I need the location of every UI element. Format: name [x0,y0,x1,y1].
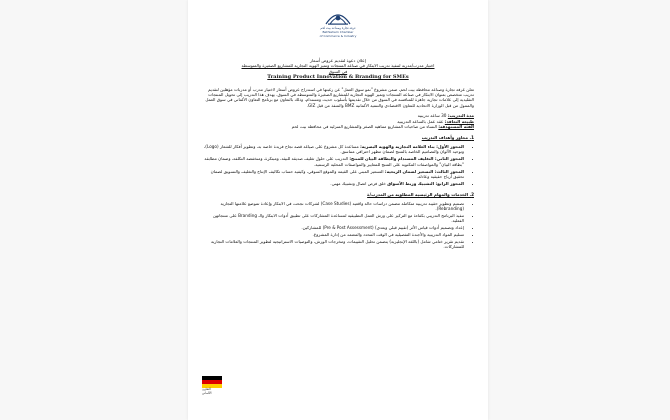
section-1-title: 1. محاور وأهداف التدريب [421,135,474,141]
cooperation-line-2: الألماني [202,390,212,395]
list-item: • تقديم تقرير ختامي شامل (باللغة الإنجليزية) يتضمن تحليل التقييمات، ومخرجات الورش، والتوصيات الاستراتيجية لتطوير المنتجات والعلامات التجارية للمشاركات. [202,239,464,250]
duration-value: 30 ساعة تدريبية [417,113,447,119]
axis-label: المحور الأول: بناء العلامة التجارية والهوية البصرية: [360,143,464,149]
axis-text: التسعير المبني على القيمة والموقع السوقي، وكيفية حساب تكاليف الإنتاج والتغليف والتسويق لضمان تحقيق أرباح حقيقية وعادلة. [210,168,464,179]
document-page [188,0,488,420]
list-item [202,181,464,186]
document-content [202,58,474,251]
target-label: الفئة المستهدفة: [438,124,474,130]
german-cooperation-logo [202,376,242,395]
chamber-emblem-icon [323,10,353,26]
logo-name-ar: غرفة تجارة وصناعة بيت لحم [320,26,356,30]
announcement-subtitle-2: في السوق [328,68,348,74]
training-title-en: Training Product Innovation & Branding for SMEs [267,74,409,81]
list-item: • إعداد وتصميم أدوات قياس الأثر (تقييم قبلي وبعدي) (Pre & Post Assessment) للمشاركين. [202,225,464,230]
target-value: النساء من صاحبات المشاريع متناهية الصغر والمشاريع المنزلية في محافظة بيت لحم [291,124,437,130]
logo-name-en-2: of Commerce & Industry [319,34,357,38]
logo-name-en-1: Bethlehem Chamber [322,30,354,34]
list-item [202,156,464,167]
list-item [202,169,464,180]
intro-paragraph: تعلن غرفة تجارة وصناعة محافظة بيت لحم، ضمن مشروع "نمو سوق العمل" عن رغبتها في استدراج عروض أسعار لاختيار مدرب أو مدربات مؤهلين لتقديم تدريب متخصص بعنوان الابتكار في صناعة المنتجات وتميز الهوية التجارية للمشاريع الصغيرة والمتوسطة في السوق. يهدف هذا التدريب إلى تحويل المنتجات التقليدية إلى علامات تجارية جاهزة للمنافسة في السوق من خلال تقديمها بأسلوب حديث ومستدام، وذلك بالتعاون مع برنامج التعاون الألماني في سوق العمل والممول من قبل الوزارة الاتحادية للتعاون الاقتصادي والتنمية الألمانية BMZ والمنفذ من قبل GIZ. [205,86,474,108]
section-2-title: 2. الخدمات والمهام الرئيسية المطلوبة من المدرب/ة [367,192,474,198]
axis-label: المحور الثالث: التسعير لضمان الربحية: [384,168,464,174]
cooperation-line-1: التعاون [202,387,211,391]
axis-text: خلق فرص اتصال وتشبيك مهني. [330,180,388,186]
list-item: • تصميم وتطوير حقيبة تدريبية متكاملة تتضمن دراسات حالة واقعية (Case Studies) لشركات نجحت في الابتكار وإعادة تموضع علامتها التجارية (Rebranding). [202,201,464,212]
chamber-logo [306,10,370,38]
announcement-heading: إعلان دعوة لتقديم عروض أسعار [310,58,366,63]
list-item [202,144,464,155]
list-item: • تنفيذ البرنامج التدريبي بكفاءة مع التركيز على ورش العمل التطبيقية لمساعدة المشاركات على تطبيق أدوات الابتكار والـ Branding على منتجاتهن الفعلية. [202,213,464,224]
axis-text: التدريب على حلول تغليف صديقة للبيئة، ومبتكرة، ومنخفضة التكلفة، وضمان مطابقة "بطاقة البيان" والمواصفات المكتوبة على المنتج للمعايير والمواصفات المحلية الرسمية. [204,156,464,167]
announcement-subtitle-1: اختيار مدرب/مدربة لتنفيذ تدريب الابتكار في صناعة المنتجات وتميز الهوية التجارية للمشاريع الصغيرة والمتوسطة [241,63,435,69]
axis-label: المحور الرابع: التشبيك وربط الأسواق [387,180,464,186]
nature-label: طبيعة التعاقد: [444,118,474,124]
nature-value: عقد عمل بالساعة التدريبية [397,118,444,124]
axis-label: المحور الثاني: التغليف المستدام والبطاقة البيان للمنتج: [349,156,464,162]
duration-label: مدة التدريب: [447,113,474,119]
list-item: • تسليم المواد التدريبية والأجندة التفصيلية في الوقت المحدد والمعتمد من إدارة المشروع. [202,232,464,237]
detail-target [202,124,474,129]
section-1-list [202,144,474,186]
axis-text: مساعدة كل مشروع على صياغة قصة نجاح فريدة خاصة به، وتطوير أفكار للشعار (Logo)، وتوحيد الألوان والتصاميم الخاصة بالمنتج لضمان مظهر احترافي متناسق. [203,143,464,155]
section-2-list [202,201,474,250]
